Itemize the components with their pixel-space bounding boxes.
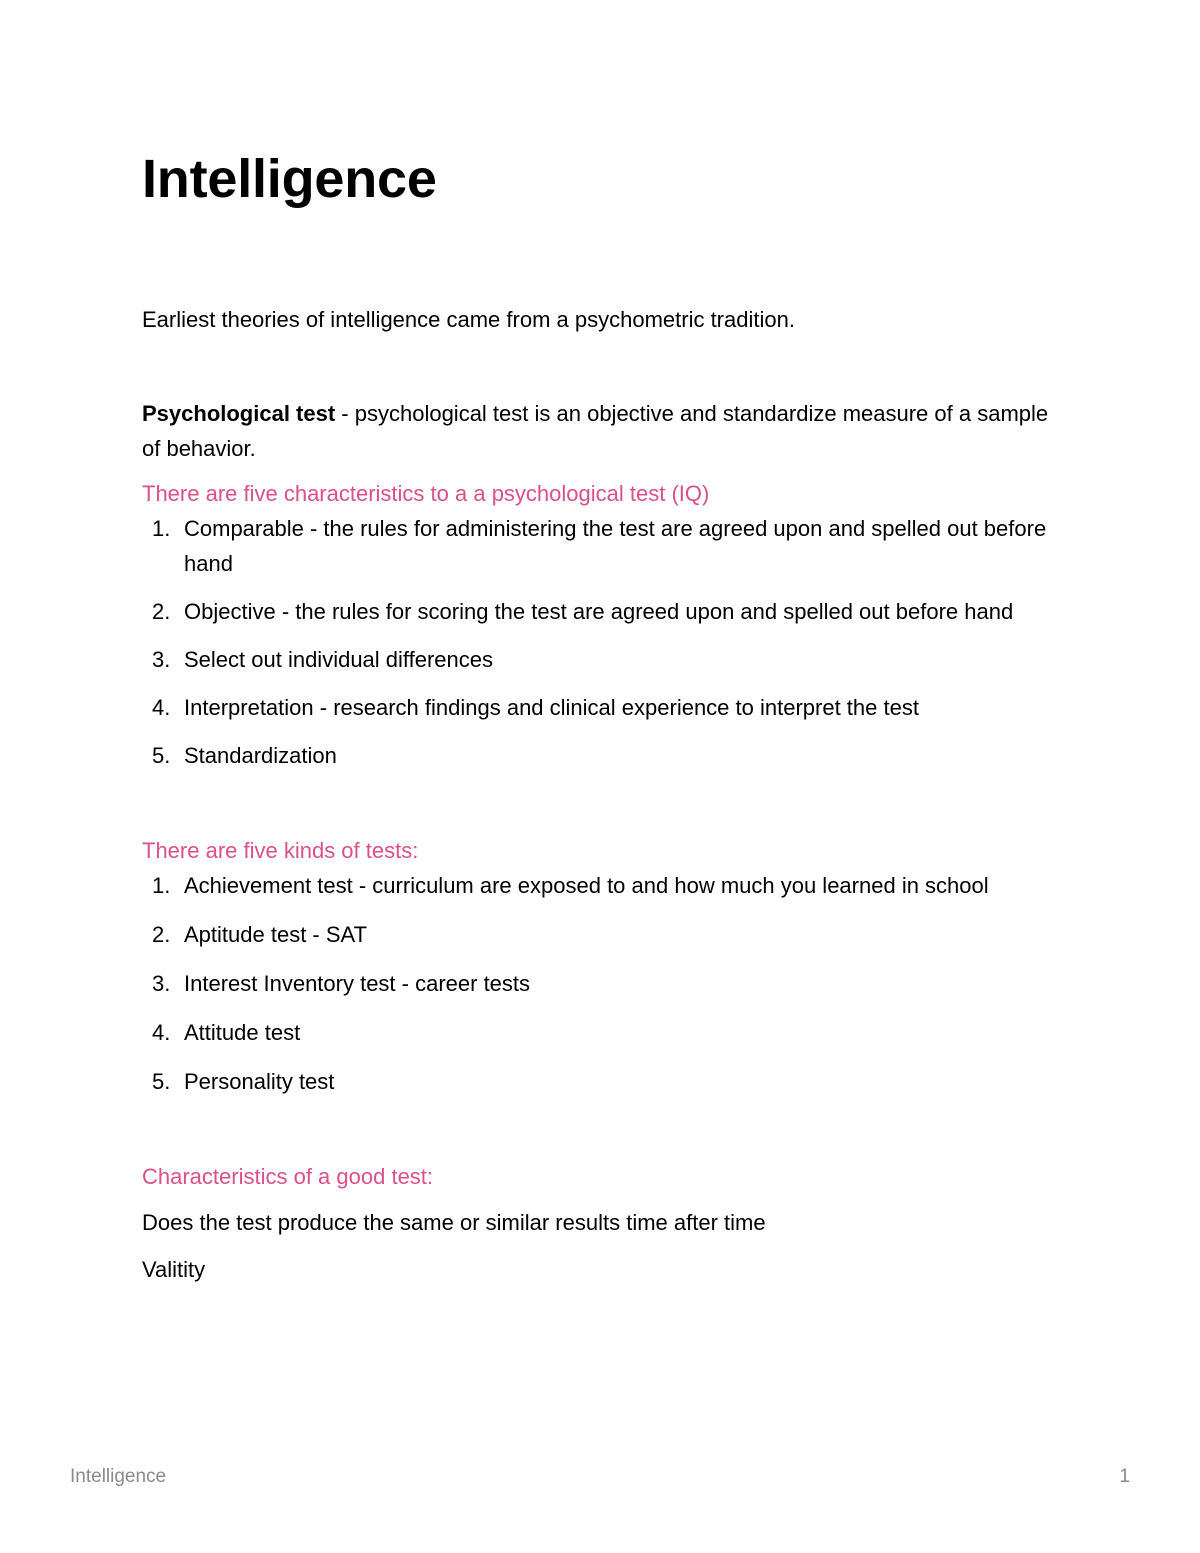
list-item <box>142 642 1062 677</box>
document-body <box>142 140 1062 1287</box>
list-item-text: Aptitude test - SAT <box>184 922 368 947</box>
list-item <box>142 1064 1062 1099</box>
list-item <box>142 690 1062 725</box>
list-item-number: 2. <box>152 599 171 624</box>
list-item-text: Attitude test <box>184 1020 301 1045</box>
list-item <box>142 1015 1062 1050</box>
list-item <box>142 966 1062 1001</box>
list-item-text: Objective - the rules for scoring the test are agreed upon and spelled out before hand <box>184 599 1014 624</box>
list-item-text: Personality test <box>184 1069 335 1094</box>
list-item-number: 1. <box>152 873 171 898</box>
footer-title: Intelligence <box>70 1466 167 1487</box>
list-item-number: 4. <box>152 695 171 720</box>
list-item <box>142 917 1062 952</box>
list-item-number: 3. <box>152 647 171 672</box>
list-item-number: 5. <box>152 743 171 768</box>
characteristics-list <box>142 511 1062 773</box>
kinds-list <box>142 868 1062 1099</box>
list-item <box>142 594 1062 629</box>
definition-term: Psychological test <box>142 401 336 426</box>
list-item-number: 1. <box>152 516 171 541</box>
good-test-line-reliability: Does the test produce the same or similar results time after time <box>142 1210 766 1235</box>
page-title: Intelligence <box>142 149 437 209</box>
list-item <box>142 511 1062 581</box>
kinds-heading: There are five kinds of tests: <box>142 838 419 863</box>
list-item-number: 5. <box>152 1069 171 1094</box>
footer-page-number: 1 <box>1119 1466 1130 1487</box>
good-test-heading: Characteristics of a good test: <box>142 1164 434 1189</box>
characteristics-heading: There are five characteristics to a a psychological test (IQ) <box>142 481 710 506</box>
list-item-number: 4. <box>152 1020 171 1045</box>
list-item <box>142 738 1062 773</box>
list-item-text: Comparable - the rules for administering the test are agreed upon and spelled out before hand <box>184 516 1047 576</box>
list-item-text: Standardization <box>184 743 337 768</box>
list-item-text: Interpretation - research findings and clinical experience to interpret the test <box>184 695 919 720</box>
list-item <box>142 868 1062 903</box>
list-item-number: 3. <box>152 971 171 996</box>
intro-paragraph: Earliest theories of intelligence came from a psychometric tradition. <box>142 307 795 332</box>
definition-text: - psychological test is an objective and standardize measure of a sample of behavior. <box>142 401 1049 461</box>
good-test-line-validity: Valitity <box>142 1257 206 1282</box>
list-item-text: Interest Inventory test - career tests <box>184 971 531 996</box>
definition-paragraph <box>142 396 1062 466</box>
list-item-number: 2. <box>152 922 171 947</box>
list-item-text: Achievement test - curriculum are exposed to and how much you learned in school <box>184 873 989 898</box>
list-item-text: Select out individual differences <box>184 647 494 672</box>
